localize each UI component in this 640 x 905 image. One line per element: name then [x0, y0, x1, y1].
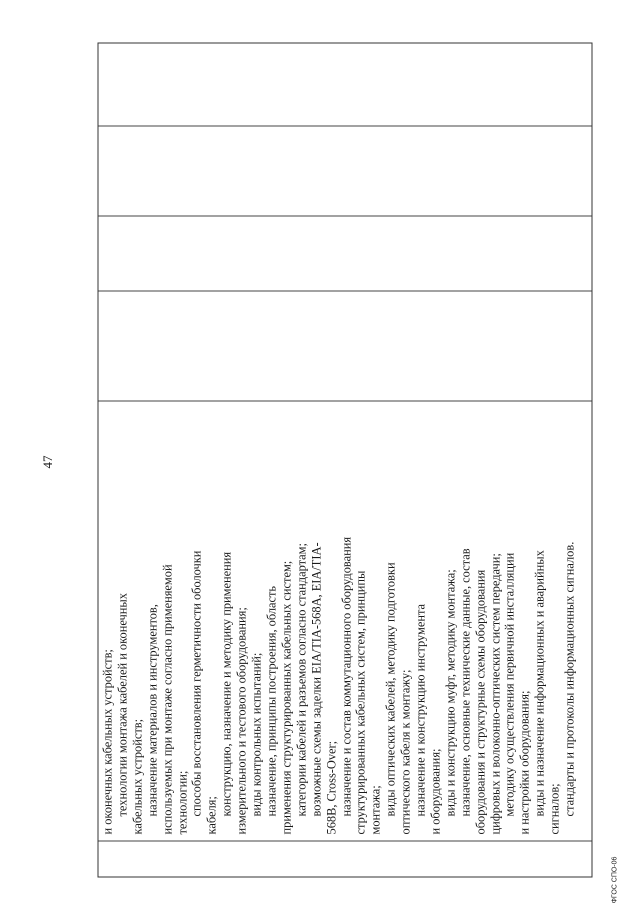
text-line: возможные схемы заделки EIA/TIA-568A, EIA/TIA- [309, 542, 324, 817]
text-line: конструкцию, назначение и методику применения [219, 551, 234, 817]
text-line: кабеля; [204, 796, 219, 835]
text-line: назначение и состав коммутационного оборудования [339, 536, 353, 817]
text-line: оборудования и структурные схемы оборудования [473, 569, 488, 835]
page-number: 47 [40, 455, 55, 469]
text-line: кабельных устройств; [130, 718, 145, 835]
text-line: виды и конструкцию муфт, методику монтажа; [443, 569, 458, 817]
text-line: применения структурированных кабельных систем; [279, 560, 294, 835]
text-line: виды оптических кабелей, методику подготовки [383, 562, 398, 817]
text-line: виды контрольных испытаний; [249, 652, 264, 817]
text-line: используемых при монтаже согласно применяемой [160, 564, 175, 835]
text-line: оптического кабеля к монтажу; [398, 669, 413, 835]
footer-label: ФГОС СПО-06 [611, 856, 619, 904]
text-line: способы восстановления герметичности оболочки [189, 550, 204, 817]
text-line: структурированных кабельных систем, принципы [353, 570, 368, 835]
text-line: назначение материалов и инструментов, [145, 604, 160, 817]
text-line: и настройки оборудования; [517, 690, 532, 835]
text-line: измерительного и тестового оборудования; [234, 607, 249, 835]
table-col-discipline [99, 127, 592, 217]
table-col-requirements [99, 402, 592, 842]
text-line: назначение, принципы построения, область [264, 585, 279, 817]
competency-table [98, 43, 593, 878]
rotated-page [98, 43, 593, 878]
text-line: категории кабелей и разъемов согласно стандартам; [294, 543, 309, 817]
text-line: сигналов; [547, 783, 562, 835]
text-line: и оконечных кабельных устройств; [100, 649, 115, 835]
text-line: и оборудования; [428, 748, 443, 835]
table-col-code [99, 842, 592, 877]
text-line: цифровых и волоконно-оптических систем передачи; [488, 553, 503, 835]
table-col-competencies [99, 42, 592, 127]
text-line: 568B, Cross-Over; [324, 740, 339, 835]
text-line: технологии; [175, 770, 190, 835]
table-col-hours-class [99, 217, 592, 292]
text-line: назначение, основные технические данные, состав [458, 548, 473, 817]
text-line: назначение и конструкцию инструмента [413, 603, 428, 817]
text-line: стандарты и протоколы информационных сигналов. [562, 541, 577, 817]
text-line: виды и назначение информационных и аварийных [532, 550, 547, 817]
table-col-hours-max [99, 292, 592, 402]
text-line: монтажа; [368, 785, 383, 835]
text-line: технологии монтажа кабелей и оконечных [115, 593, 130, 817]
text-line: методику осуществления первичной инсталляции [502, 552, 517, 817]
